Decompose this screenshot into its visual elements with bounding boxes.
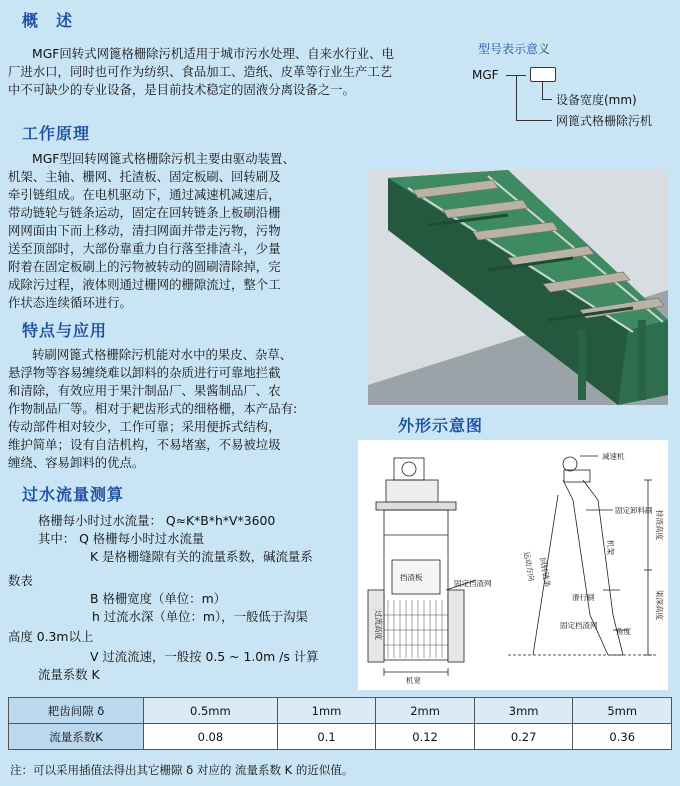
legend-connector <box>516 120 552 121</box>
flow-k-line: K 是格栅缝隙有关的流量系数，碱流量系 <box>90 549 313 564</box>
coefficient-header: 流量系数K <box>9 724 144 750</box>
gap-cell: 0.5mm <box>144 698 278 724</box>
principle-line: 机架、主轴、栅网、托渣板、固定板刷、回转刷及 <box>8 169 281 184</box>
reducer-label: 减速机 <box>602 452 625 461</box>
gap-cell: 2mm <box>376 698 475 724</box>
gap-header: 耙齿间隙 δ <box>9 698 144 724</box>
coefficient-table <box>8 697 672 750</box>
width-dim-label: 机宽 <box>406 676 421 685</box>
principle-line: 成除污过程，液体则通过栅网的栅隙流过，整个工 <box>8 277 281 292</box>
flow-formula: 格栅每小时过水流量： Q≈K*B*h*V*3600 <box>38 513 276 528</box>
gap-cell: 5mm <box>573 698 672 724</box>
model-code: MGF <box>472 68 499 82</box>
rotating-chain-label: 回转链条 <box>538 556 553 588</box>
principle-text <box>8 150 363 312</box>
gap-cell: 3mm <box>474 698 573 724</box>
slip-brush-label: 滑行刷 <box>572 593 595 602</box>
principle-line: 送至顶部时，大部份靠重力自行落至排渣斗，少量 <box>8 241 281 256</box>
overview-text <box>8 45 468 99</box>
fixed-brush-label: 固定卸料刷 <box>615 506 653 515</box>
principle-line: 带动链轮与链条运动，固定在回转链条上板刷沿栅 <box>8 205 281 220</box>
flow-h-line-cont: 高度 0.3m以上 <box>8 629 94 644</box>
coefficient-cell: 0.27 <box>474 724 573 750</box>
legend-connector <box>542 81 543 99</box>
coefficient-cell: 0.1 <box>277 724 376 750</box>
flow-h-line: h 过流水深（单位：m），一般低于沟渠 <box>92 609 308 624</box>
flow-heading: 过水流量测算 <box>22 485 125 504</box>
frame-label: 机架 <box>606 540 615 555</box>
overview-line: 中不可缺少的专业设备，是目前技术稳定的固液分离设备之一。 <box>8 82 355 97</box>
principle-line: 附着在固定板刷上的污物被转动的圆刷清除掉，完 <box>8 259 281 274</box>
flow-v-line: V 过流流速，一般按 0.5 ~ 1.0m /s 计算 <box>90 649 319 664</box>
features-text <box>8 346 363 472</box>
principle-heading: 工作原理 <box>22 124 91 143</box>
flow-direction-label: 运动方向 <box>522 550 537 582</box>
features-line: 和清除，有效应用于果汁制品厂、果酱制品厂、农 <box>8 383 281 398</box>
channel-depth-label: 渠深高度 <box>655 590 664 620</box>
features-line: 悬浮物等容易缠绕难以卸料的杂质进行可靠地拦截 <box>8 365 281 380</box>
machine-photo <box>368 170 668 405</box>
appearance-heading: 外形示意图 <box>398 416 484 435</box>
angle-label: 角度 <box>616 627 631 636</box>
features-line: 传动部件相对较少，工作可靠；采用便拆式结构， <box>8 419 281 434</box>
discharge-height-label: 排渣高度 <box>655 510 664 540</box>
water-depth-label: 过流高度 <box>374 610 383 640</box>
overview-heading: 概 述 <box>22 11 74 30</box>
legend-connector <box>542 99 552 100</box>
flow-k-title: 流量系数 K <box>38 667 100 682</box>
width-label: 设备宽度(mm) <box>556 93 637 107</box>
flow-k-line-cont: 数表 <box>8 573 33 588</box>
footnote: 注：可以采用插值法得出其它栅隙 δ 对应的 流量系数 K 的近似值。 <box>10 763 354 777</box>
baffle-label: 挡渣板 <box>400 573 423 582</box>
flow-text <box>8 512 358 684</box>
features-line: 缠绕、容易卸料的优点。 <box>8 455 145 470</box>
schematic-diagram <box>358 440 668 690</box>
width-box <box>530 67 556 82</box>
features-heading: 特点与应用 <box>22 321 108 340</box>
model-legend <box>472 40 672 140</box>
fixed-screen-label: 固定档渣网 <box>560 621 598 630</box>
gap-cell: 1mm <box>277 698 376 724</box>
coefficient-cell: 0.36 <box>573 724 672 750</box>
principle-line: 作状态连续循环进行。 <box>8 295 132 310</box>
principle-line: 牵引链组成。在电机驱动下，通过减速机减速后， <box>8 187 281 202</box>
coefficient-cell: 0.08 <box>144 724 278 750</box>
table-row <box>9 698 672 724</box>
features-line: 维护简单；设有自洁机构，不易堵塞，不易被垃圾 <box>8 437 281 452</box>
overview-line: MGF回转式网篦格栅除污机适用于城市污水处理、自来水行业、电 <box>32 46 394 61</box>
principle-line: MGF型回转网篦式格栅除污机主要由驱动装置、 <box>32 151 295 166</box>
coefficient-cell: 0.12 <box>376 724 475 750</box>
legend-connector <box>516 76 517 120</box>
model-legend-title: 型号表示意义 <box>478 42 551 56</box>
fixed-screen-left-label: 固定挡渣网 <box>454 579 492 588</box>
flow-q-line: 其中： Q 格栅每小时过水流量 <box>38 531 205 546</box>
table-row <box>9 724 672 750</box>
features-line: 转刷网篦式格栅除污机能对水中的果皮、杂草、 <box>32 347 293 362</box>
name-label: 网篦式格栅除污机 <box>556 114 653 128</box>
principle-line: 网网面由下而上移动，清扫网面并带走污物，污物 <box>8 223 281 238</box>
features-line: 作物制品厂等。相对于耙齿形式的细格栅，本产品有: <box>8 401 298 416</box>
flow-b-line: B 格栅宽度（单位：m） <box>90 591 227 606</box>
overview-line: 厂进水口，同时也可作为纺织、食品加工、造纸、皮革等行业生产工艺 <box>8 64 393 79</box>
